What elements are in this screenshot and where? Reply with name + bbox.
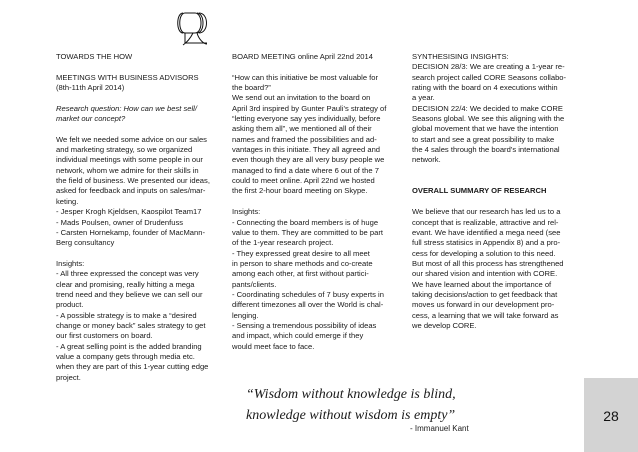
board-body: We send out an invitation to the board on April 3rd inspired by Gunter Pauli’s strategy of “letting everyone say yes individually, before asking them all”, we mentioned all of their names and framed the possibilities and ad- vantages in this initiate. They all agreed and even though they are all very busy people we managed to find a date where 6 out of the 7 could to meet online. April 22nd we hosted the first 2-hour board meeting on Skype. (232, 93, 387, 196)
decision-28-3: DECISION 28/3: We are creating a 1-year re- search project called CORE Seasons collabo- rating with the board on 4 executions within a year. (412, 62, 567, 103)
insights-label: Insights: (232, 207, 261, 217)
column-towards-the-how (56, 52, 224, 383)
page-number-box (584, 378, 638, 452)
meetings-title: MEETINGS WITH BUSINESS ADVISORS (8th-11th April 2014) (56, 72, 199, 93)
decision-22-4: DECISION 22/4: We decided to make CORE Seasons global. We see this aligning with the global movement that we have the intention to start and see a great possibility to make the 4 sales through the board’s international network. (412, 103, 565, 165)
insights-label: Insights: (56, 258, 85, 268)
synthesising-label: SYNTHESISING INSIGHTS: (412, 52, 509, 61)
stylized-cs-monogram-logo-icon (173, 10, 217, 50)
insights-list: - Connecting the board members is of huge value to them. They are committed to be part of the 1-year research project. - They expressed great desire to all meet in person to share methods and co-create among each other, at first without partici- pants/clients. - Coordinating schedules of 7 busy experts in different timezones all over the World is chal- lenging. - Sensing a tremendous possibility of ideas and impact, which could emerge if they would meet face to face. (232, 217, 384, 351)
column-board-meeting (232, 52, 402, 352)
logo (173, 10, 217, 50)
section-heading: BOARD MEETING online April 22nd 2014 (232, 52, 373, 61)
quote-text: “Wisdom without knowledge is blind, knowledge without wisdom is empty” (246, 387, 456, 423)
column-synthesising (412, 52, 584, 331)
research-question: Research question: How can we best sell/ market our concept? (56, 103, 197, 124)
page-number: 28 (603, 408, 619, 424)
board-question: “How can this initiative be most valuable for the board?” (232, 72, 379, 93)
summary-heading: OVERALL SUMMARY OF RESEARCH (412, 186, 547, 196)
section-heading: TOWARDS THE HOW (56, 52, 133, 61)
quote-author: - Immanuel Kant (410, 424, 469, 433)
advisor-list: - Jesper Krogh Kjeldsen, Kaospilot Team17 - Mads Poulsen, owner of Drudenfuss - Carsten Hornekamp, founder of MacMann- Berg consultancy (56, 207, 205, 248)
intro-paragraph: We felt we needed some advice on our sales and marketing strategy, so we organized individual meetings with some people in our network, whom we admire for their skills in the field of business. We presented our ideas, asked for feedback and inputs on sales/mar- keting. (56, 134, 210, 206)
insights-list: - All three expressed the concept was very clear and promising, really hitting a mega trend need and they believe we can sell our product. - A possible strategy is to make a “desired change or money back” sales strategy to get our first customers on board. - A great selling point is the added branding value a company gets through media etc. when they are part of this 1-year cutting edge project. (56, 269, 209, 382)
summary-paragraph: We believe that our research has led us to a concept that is realizable, attractive and rel- evant. We have identified a mega need (see full stress statisics in Appendix 8) and a pro- cess for developing a solution to this need. But most of all this process has strengthened our shared vision and intention with CORE. We have learned about the importance of taking decisions/action to get feedback that moves us forward in our development pro- cess, a learning that we will take forward as we develop CORE. (412, 207, 564, 330)
